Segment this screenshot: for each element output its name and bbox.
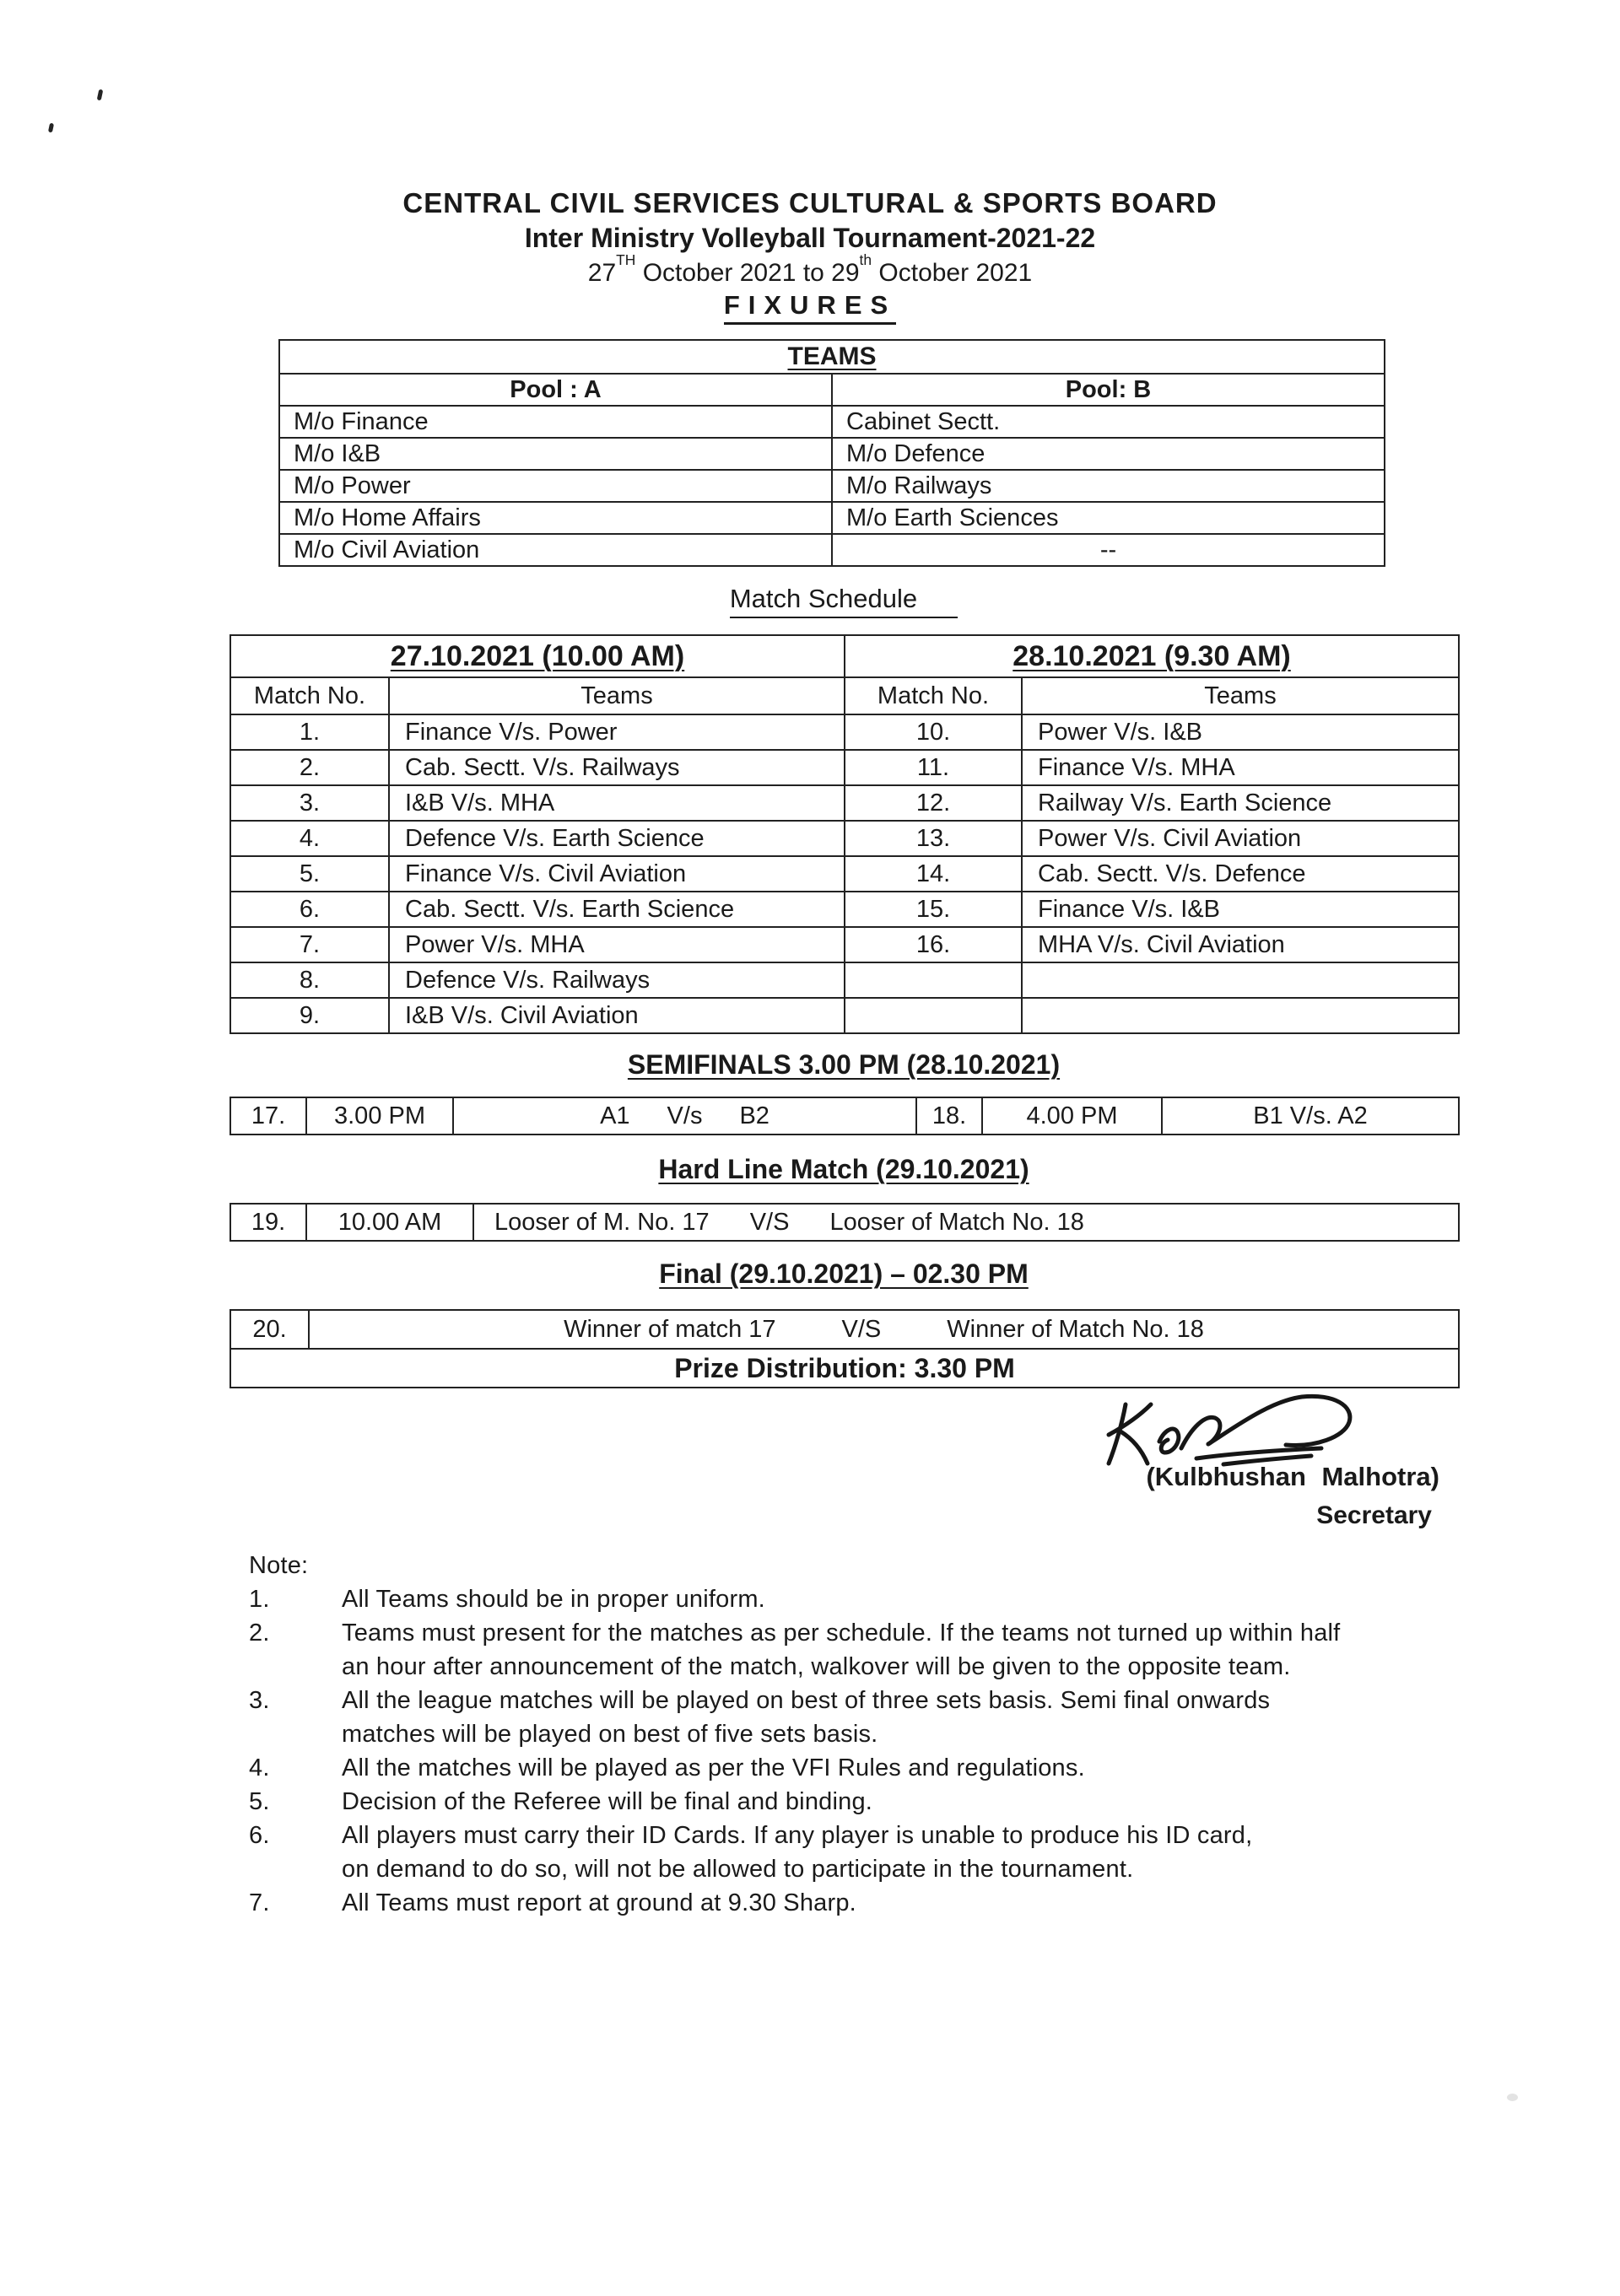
match-no-cell: 10. xyxy=(845,714,1022,750)
date-day1: 27 xyxy=(587,259,617,287)
note-number: 4. xyxy=(249,1754,270,1781)
match-no-cell: 5. xyxy=(230,856,389,892)
fixture-cell: B1 V/s. A2 xyxy=(1162,1097,1459,1135)
teams-cell: I&B V/s. MHA xyxy=(389,785,845,821)
teams-cell: Cab. Sectt. V/s. Railways xyxy=(389,750,845,785)
match-schedule-title-text: Match Schedule xyxy=(730,584,958,618)
note-number: 3. xyxy=(249,1687,270,1714)
scan-speck-1 xyxy=(97,89,104,101)
team-cell: M/o Earth Sciences xyxy=(832,502,1385,534)
match-no-cell: 7. xyxy=(230,927,389,962)
hardline-heading-text: Hard Line Match (29.10.2021) xyxy=(658,1154,1029,1184)
date-end: October 2021 xyxy=(872,259,1033,287)
teams-cell: Defence V/s. Earth Science xyxy=(389,821,845,856)
prize-distribution: Prize Distribution: 3.30 PM xyxy=(230,1349,1459,1388)
vs-label: V/s xyxy=(667,1102,703,1129)
teams-cell: MHA V/s. Civil Aviation xyxy=(1022,927,1459,962)
match-row xyxy=(230,998,1459,1033)
match-no-cell: 15. xyxy=(845,892,1022,927)
teams-cell: Defence V/s. Railways xyxy=(389,962,845,998)
semifinals-table xyxy=(230,1097,1460,1135)
note-text: All Teams must report at ground at 9.30 Sharp. xyxy=(342,1889,856,1916)
time-cell: 10.00 AM xyxy=(306,1204,473,1241)
teams-col-header: Teams xyxy=(389,677,845,714)
match-row xyxy=(230,927,1459,962)
team-cell: Cabinet Sectt. xyxy=(832,406,1385,438)
date-mid: October 2021 to 29 xyxy=(635,259,860,287)
team-b: B2 xyxy=(739,1102,770,1129)
note-number: 2. xyxy=(249,1620,270,1647)
teams-cell: Cab. Sectt. V/s. Earth Science xyxy=(389,892,845,927)
note-text: All the matches will be played as per the VFI Rules and regulations. xyxy=(342,1754,1085,1781)
pool-a-header: Pool : A xyxy=(279,374,832,406)
time-cell: 3.00 PM xyxy=(306,1097,453,1135)
team-cell: M/o Railways xyxy=(832,470,1385,502)
team-b: Looser of Match No. 18 xyxy=(829,1208,1084,1236)
match-no-cell: 12. xyxy=(845,785,1022,821)
vs-label: V/S xyxy=(749,1208,790,1236)
day2-header xyxy=(845,635,1459,677)
note-text: Teams must present for the matches as per schedule. If the teams not turned up within half an hour after announcement of the match, walkover will be given to the opposite team. xyxy=(342,1620,1341,1680)
match-no-cell: 17. xyxy=(230,1097,306,1135)
teams-header xyxy=(279,340,1385,374)
note-number: 1. xyxy=(249,1586,270,1613)
hardline-table xyxy=(230,1203,1460,1242)
note-text: All Teams should be in proper uniform. xyxy=(342,1586,765,1613)
note-number: 7. xyxy=(249,1889,270,1916)
team-cell: M/o Power xyxy=(279,470,832,502)
note-item xyxy=(249,1751,1489,1785)
semifinals-heading xyxy=(230,1049,1458,1081)
match-schedule-table xyxy=(230,634,1460,1034)
day1-header xyxy=(230,635,845,677)
team-a: A1 xyxy=(600,1102,630,1129)
teams-title-row xyxy=(279,340,1385,374)
note-text: Decision of the Referee will be final and binding. xyxy=(342,1788,873,1815)
match-no-cell: 14. xyxy=(845,856,1022,892)
teams-cell: I&B V/s. Civil Aviation xyxy=(389,998,845,1033)
note-item xyxy=(249,1616,1489,1684)
match-schedule-title xyxy=(230,584,1458,614)
match-row xyxy=(230,714,1459,750)
fixture-cell xyxy=(473,1204,1459,1241)
teams-cell xyxy=(1022,962,1459,998)
notes-section xyxy=(249,1549,1489,1920)
fixures-heading xyxy=(0,290,1620,321)
teams-cell xyxy=(1022,998,1459,1033)
team-cell-empty: -- xyxy=(832,534,1385,566)
prize-row xyxy=(230,1349,1459,1388)
date-sup1: TH xyxy=(616,251,636,269)
teams-row xyxy=(279,406,1385,438)
tournament-name: Inter Ministry Volleyball Tournament-2021-22 xyxy=(524,223,1096,253)
match-no-cell: 18. xyxy=(916,1097,982,1135)
match-no-cell: 20. xyxy=(230,1310,309,1349)
signatory-name: (Kulbhushan Malhotra) xyxy=(1146,1462,1439,1491)
match-row xyxy=(230,750,1459,785)
team-a: Winner of match 17 xyxy=(564,1315,776,1343)
fixture-cell xyxy=(309,1310,1459,1349)
teams-col-header: Teams xyxy=(1022,677,1459,714)
team-cell: M/o Civil Aviation xyxy=(279,534,832,566)
team-a: Looser of M. No. 17 xyxy=(494,1208,710,1236)
match-no-cell: 4. xyxy=(230,821,389,856)
fixture-cell xyxy=(453,1097,916,1135)
teams-cell: Power V/s. I&B xyxy=(1022,714,1459,750)
teams-row xyxy=(279,534,1385,566)
hardline-heading xyxy=(230,1154,1458,1185)
teams-header-text: TEAMS xyxy=(787,342,877,370)
match-no-cell xyxy=(845,962,1022,998)
match-row xyxy=(230,892,1459,927)
match-no-cell: 11. xyxy=(845,750,1022,785)
time-cell: 4.00 PM xyxy=(982,1097,1162,1135)
note-label: Note: xyxy=(249,1552,309,1579)
scan-speck-2 xyxy=(48,123,54,133)
match-row xyxy=(230,785,1459,821)
note-item xyxy=(249,1785,1489,1819)
signatory-role: Secretary xyxy=(1316,1501,1432,1529)
teams-row xyxy=(279,438,1385,470)
teams-cell: Finance V/s. Civil Aviation xyxy=(389,856,845,892)
team-cell: M/o Home Affairs xyxy=(279,502,832,534)
date-sup2: th xyxy=(859,251,872,269)
team-b: Winner of Match No. 18 xyxy=(947,1315,1204,1343)
fixures-text: FIXURES xyxy=(724,290,896,325)
final-heading-text: Final (29.10.2021) – 02.30 PM xyxy=(659,1258,1029,1289)
final-heading xyxy=(230,1258,1458,1290)
hardline-row xyxy=(230,1204,1459,1241)
teams-cell: Power V/s. MHA xyxy=(389,927,845,962)
team-cell: M/o I&B xyxy=(279,438,832,470)
pool-b-header: Pool: B xyxy=(832,374,1385,406)
final-table xyxy=(230,1309,1460,1388)
match-no-cell: 1. xyxy=(230,714,389,750)
match-no-cell: 2. xyxy=(230,750,389,785)
match-no-cell: 8. xyxy=(230,962,389,998)
day1-header-text: 27.10.2021 (10.00 AM) xyxy=(390,639,685,672)
teams-cell: Railway V/s. Earth Science xyxy=(1022,785,1459,821)
match-row xyxy=(230,962,1459,998)
note-number: 5. xyxy=(249,1788,270,1815)
teams-table xyxy=(278,339,1385,567)
teams-row xyxy=(279,502,1385,534)
match-no-cell: 19. xyxy=(230,1204,306,1241)
teams-cell: Power V/s. Civil Aviation xyxy=(1022,821,1459,856)
pool-header-row xyxy=(279,374,1385,406)
match-row xyxy=(230,856,1459,892)
team-cell: M/o Defence xyxy=(832,438,1385,470)
match-no-cell: 6. xyxy=(230,892,389,927)
match-no-cell: 3. xyxy=(230,785,389,821)
note-text: All the league matches will be played on best of three sets basis. Semi final onwards matches will be played on best of five sets basis. xyxy=(342,1687,1271,1748)
note-item xyxy=(249,1582,1489,1616)
teams-cell: Finance V/s. I&B xyxy=(1022,892,1459,927)
day2-header-text: 28.10.2021 (9.30 AM) xyxy=(1012,639,1291,672)
column-header-row xyxy=(230,677,1459,714)
note-item xyxy=(249,1886,1489,1920)
match-row xyxy=(230,821,1459,856)
teams-cell: Cab. Sectt. V/s. Defence xyxy=(1022,856,1459,892)
semifinals-heading-text: SEMIFINALS 3.00 PM (28.10.2021) xyxy=(627,1049,1061,1080)
final-row xyxy=(230,1310,1459,1349)
match-no-cell: 9. xyxy=(230,998,389,1033)
note-text: All players must carry their ID Cards. If any player is unable to produce his ID card, on demand to do so, will not be allowed to participate in the tournament. xyxy=(342,1822,1253,1883)
teams-cell: Finance V/s. MHA xyxy=(1022,750,1459,785)
scan-mark-bottom xyxy=(1507,2094,1518,2101)
note-number: 6. xyxy=(249,1822,270,1849)
match-no-cell: 13. xyxy=(845,821,1022,856)
date-header-row xyxy=(230,635,1459,677)
match-no-cell: 16. xyxy=(845,927,1022,962)
match-no-header: Match No. xyxy=(230,677,389,714)
teams-row xyxy=(279,470,1385,502)
vs-label: V/S xyxy=(841,1315,882,1343)
team-cell: M/o Finance xyxy=(279,406,832,438)
tournament-board-title: CENTRAL CIVIL SERVICES CULTURAL & SPORTS BOARD xyxy=(402,187,1218,218)
teams-cell: Finance V/s. Power xyxy=(389,714,845,750)
match-no-cell xyxy=(845,998,1022,1033)
semifinal-row xyxy=(230,1097,1459,1135)
note-item xyxy=(249,1819,1489,1886)
match-no-header: Match No. xyxy=(845,677,1022,714)
note-item xyxy=(249,1684,1489,1751)
tournament-dates xyxy=(0,251,1620,288)
